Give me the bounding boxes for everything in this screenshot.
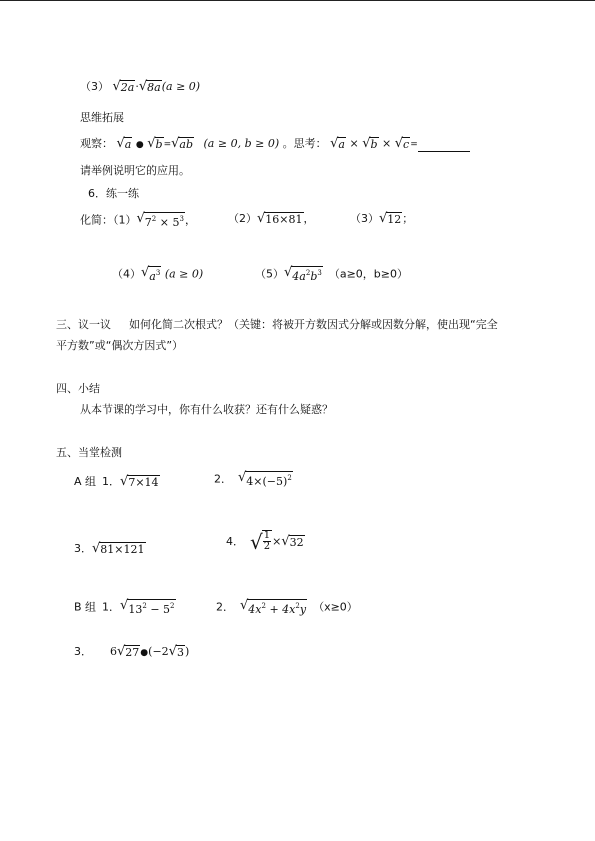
radicand: 81×121	[100, 543, 145, 556]
group-a-item-3	[74, 542, 146, 556]
radical: √ 7×14	[120, 474, 159, 489]
observe-label: 观察：	[80, 137, 113, 150]
radicand: b	[370, 138, 378, 151]
item-label: （2）	[228, 212, 257, 225]
radicand: b	[155, 138, 163, 151]
coefficient: (−2	[148, 645, 169, 658]
times-operator: ×	[349, 137, 359, 150]
radical: √ a	[330, 136, 345, 151]
section-4-text: 从本节课的学习中，你有什么收获？还有什么疑惑？	[80, 403, 333, 416]
radicand: c	[403, 138, 410, 151]
equals: =	[410, 140, 418, 150]
practice-heading: 6．练一练	[88, 187, 139, 200]
simplify-label: 化简：	[80, 213, 113, 227]
condition: （a≥0，b≥0）	[328, 267, 408, 281]
radicand: 27	[125, 646, 140, 659]
radical: √ b	[147, 136, 163, 151]
example-text: 请举例说明它的应用。	[80, 164, 190, 177]
item-number: 1．	[102, 600, 121, 614]
section-3-title: 三、议一议	[56, 318, 111, 331]
radicand: a	[124, 138, 132, 151]
radical: √ $\frac{1}{2}$	[250, 530, 271, 554]
equals: =	[163, 140, 172, 150]
radical: √ a	[116, 136, 132, 151]
condition: (a ≥ 0, b ≥ 0)	[203, 137, 280, 150]
group-b-label: B 组	[74, 600, 97, 614]
simplify-row-1	[80, 212, 196, 229]
section-5-title: 五、当堂检测	[56, 446, 122, 459]
radical: √ $4a^2b^3$	[284, 265, 322, 283]
times-operator: ×	[382, 137, 392, 150]
comma: ，	[303, 212, 315, 225]
simplify-item-5	[255, 266, 408, 283]
think-label: 。思考：	[282, 137, 327, 150]
item-label: （4）	[112, 267, 141, 281]
radical: √ $a^3$	[141, 265, 161, 283]
item-number: 2．	[214, 472, 232, 486]
item-label: （1）	[113, 213, 137, 227]
section-3-text: 如何化简二次根式？（关键：将被开方数因式分解或因数分解，使出现“完全	[129, 318, 498, 331]
radicand: a	[338, 138, 345, 151]
item-number: 1．	[102, 475, 121, 488]
radical: √ 12	[379, 211, 402, 226]
radicand: 7×14	[128, 476, 159, 489]
observe-line	[80, 137, 470, 152]
coefficient: 6	[110, 645, 117, 658]
radical: √ $13^2 - 5^2$	[120, 598, 175, 616]
group-a-item-2	[214, 471, 293, 488]
answer-blank[interactable]	[418, 140, 470, 152]
condition: （x≥0）	[313, 600, 358, 614]
radical: √ $4x^2 + 4x^2y$	[240, 598, 307, 616]
radical: √ 27	[117, 644, 140, 659]
radical: √ c	[394, 136, 410, 151]
item-number: 2．	[216, 600, 234, 614]
radical: √ $7^2 \times 5^3$	[136, 211, 184, 229]
group-b-item-1	[74, 599, 176, 616]
group-a-item-4	[226, 530, 305, 554]
semicolon: ；	[402, 212, 414, 225]
condition: (a ≥ 0)	[164, 267, 204, 281]
bullet-operator: ●	[135, 140, 144, 150]
close-paren: )	[184, 645, 190, 658]
condition: (a ≥ 0)	[161, 80, 201, 93]
radical: √ ab	[171, 136, 194, 151]
section-3-line-1	[56, 318, 498, 332]
bullet-operator: ●	[140, 648, 149, 658]
group-b-item-2	[216, 599, 358, 616]
radical: √ 3	[168, 644, 184, 659]
radical: √ $4\times(-5)^2$	[238, 470, 292, 488]
fraction: $\frac{1}{2}$	[263, 530, 271, 552]
radicand: 8a	[147, 81, 161, 94]
radicand: ab	[179, 138, 194, 151]
group-b-item-3	[74, 645, 189, 660]
expand-heading: 思维拓展	[80, 111, 124, 124]
radicand: 32	[289, 536, 304, 549]
radical: √ 16×81	[257, 211, 303, 226]
section-3-line-2: 平方数”或“偶次方因式”）	[56, 339, 184, 352]
radical: √ 32	[281, 534, 304, 549]
item-label: （3）	[80, 80, 109, 93]
item-number: 4．	[226, 535, 244, 548]
radical: √ 2a	[112, 79, 135, 94]
radicand: 2a	[120, 81, 135, 94]
item-number: 3．	[74, 645, 92, 658]
simplify-item-2	[228, 212, 315, 226]
radical: √ b	[362, 136, 378, 151]
times-operator: ×	[272, 535, 282, 548]
radicand: 12	[387, 213, 402, 226]
radical: √ 81×121	[92, 541, 145, 556]
radical: √ 8a	[138, 79, 161, 94]
simplify-item-3	[350, 212, 413, 226]
item-label: （3）	[350, 212, 379, 225]
comma: ，	[184, 213, 196, 227]
group-a-item-1	[74, 475, 160, 489]
item-number: 3．	[74, 542, 92, 555]
group-a-label: A 组	[74, 475, 97, 488]
radicand: 16×81	[265, 213, 303, 226]
simplify-item-4	[112, 266, 203, 283]
section-4-title: 四、小结	[56, 382, 100, 395]
dot-operator: ·	[135, 80, 139, 93]
item-3-line	[80, 80, 200, 94]
item-label: （5）	[255, 267, 284, 281]
radicand: 3	[176, 646, 184, 659]
